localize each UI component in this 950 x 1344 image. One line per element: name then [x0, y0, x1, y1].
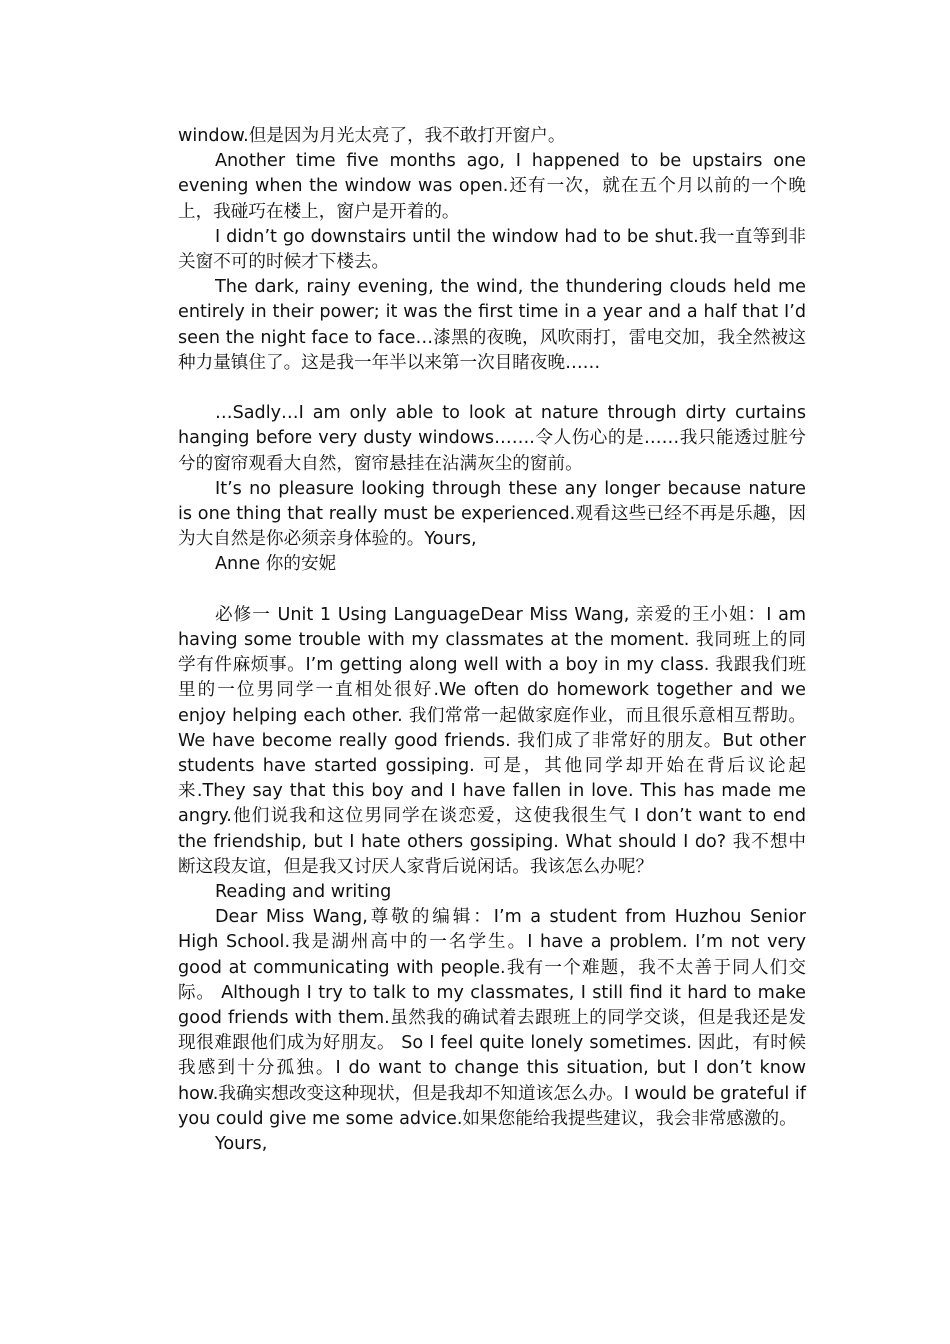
paragraph-dark-rainy-evening: The dark, rainy evening, the wind, the thundering clouds held me entirely in their power; it was the first time in a year and a half that I’d seen the night face to face…漆黑的夜晚，风吹雨打，雷电交加，我全然被这种力量镇住了。这是我一年半以来第一次目睹夜晚…… — [178, 277, 806, 373]
heading-reading-and-writing: Reading and writing — [215, 882, 392, 903]
paragraph-didnt-go-downstairs: I didn’t go downstairs until the window had to be shut.我一直等到非关窗不可的时候才下楼去。 — [178, 226, 806, 273]
paragraph-dear-miss-wang: Dear Miss Wang,尊敬的编辑：I’m a student from Huzhou Senior High School.我是湖州高中的一名学生。I have a problem. I’m not very good at communicating with people.我有一个难题，我不太善于同人们交际。 Although I try to talk to my classmates, I still find it hard to make good friends with them.虽然我的确试着去跟班上的同学交谈，但是我还是发现很难跟他们成为好朋友。 So I feel quite lonely sometimes. 因此，有时候我感到十分孤独。I do want to change this situation, but I don’t know how.我确实想改变这种现状，但是我却不知道该怎么办。I would be grateful if you could give me some advice.如果您能给我提些建议，我会非常感激的。 — [178, 907, 806, 1129]
paragraph-sadly: …Sadly…I am only able to look at nature through dirty curtains hanging before very dusty windows…….令人伤心的是……我只能透过脏兮兮的窗帘观看大自然，窗帘悬挂在沾满灰尘的窗前。 — [178, 403, 806, 474]
signature-anne: Anne 你的安妮 — [215, 554, 337, 575]
closing-yours: Yours, — [215, 1134, 268, 1155]
paragraph-no-pleasure: It’s no pleasure looking through these any longer because nature is one thing that really must be experienced.观看这些已经不再是乐趣，因为大自然是你必须亲身体验的。Yours, — [178, 478, 806, 550]
blank-line — [178, 376, 806, 401]
paragraph-unit1-letter: 必修一 Unit 1 Using LanguageDear Miss Wang, 亲爱的王小姐：I am having some trouble with my classmates at the moment. 我同班上的同学有件麻烦事。I’m getting along well with a boy in my class. 我跟我们班里的一位男同学一直相处很好.We often do homework together and we enjoy helping each other. 我们常常一起做家庭作业，而且很乐意相互帮助。We have become really good friends. 我们成了非常好的朋友。But other students have started gossiping. 可是，其他同学却开始在背后议论起来.They say that this boy and I have fallen in love. This has made me angry.他们说我和这位男同学在谈恋爱，这使我很生气 I don’t want to end the friendship, but I hate others gossiping. What should I do? 我不想中断这段友谊，但是我又讨厌人家背后说闲话。我该怎么办呢？ — [178, 604, 806, 877]
paragraph-window: window.但是因为月光太亮了，我不敢打开窗户。 — [178, 126, 566, 146]
document-page — [178, 124, 806, 1157]
blank-line — [178, 578, 806, 603]
paragraph-another-time: Another time five months ago, I happened to be upstairs one evening when the window was open.还有一次，就在五个月以前的一个晚上，我碰巧在楼上，窗户是开着的。 — [178, 151, 806, 222]
